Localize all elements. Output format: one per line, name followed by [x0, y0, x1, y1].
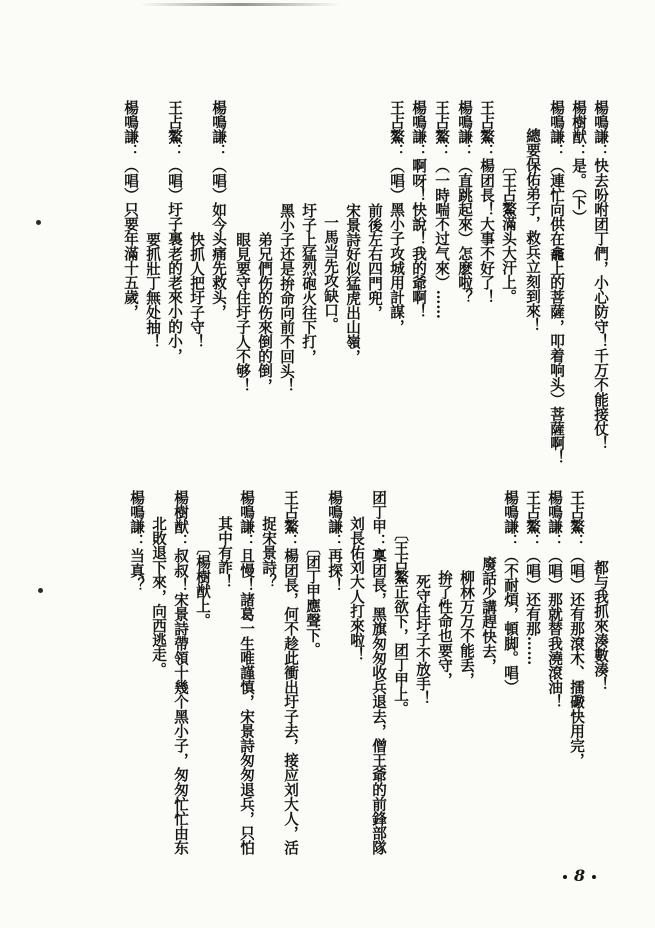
script-line: 楊樹猷：叔叔！宋景詩帶領十幾个黑小子，匆匆忙忙由东: [172, 490, 189, 855]
lyric-line: 圩子上猛烈砲火往下打，: [300, 203, 317, 364]
bullet-dot: [592, 875, 596, 879]
page-number-value: 8: [574, 866, 586, 885]
script-line: 捉宋景詩？: [260, 516, 277, 589]
script-line: 楊鳴謙：（直跳起來）怎麽啦？: [456, 100, 473, 305]
lyric-line: 要抓壯丁無处抽！: [144, 232, 161, 349]
stage-direction: 〔楊樹猷上。: [194, 540, 211, 628]
script-line: 王占鰲：（唱）圩子裏老的老來小的小，: [166, 100, 183, 363]
script-line: 北敗退下來，向西逃走。: [150, 516, 167, 677]
script-line: 王占鰲：（唱）还有那……: [524, 490, 541, 666]
binding-hole-mark: [36, 220, 41, 225]
page-number: [556, 866, 603, 885]
script-line: 其中有詐！: [216, 516, 233, 589]
lyric-line: 黑小子还是拚命向前不回头！: [278, 203, 295, 393]
bullet-dot: [563, 875, 567, 879]
script-line: 团丁甲：稟团長，黑旗匆匆收兵退去，僧王爺的前鋒部隊: [370, 490, 387, 855]
script-line: 楊鳴謙：（唱）那就替我澆滾油！: [546, 490, 563, 709]
script-line: 楊鳴謙：（不耐煩，頓脚。唱）: [502, 490, 519, 695]
lyric-line: 前後左右四門兜，: [366, 203, 383, 320]
lyric-line: 眼見要守住圩子人不够！: [234, 232, 251, 393]
script-line: 楊鳴謙：（唱）如今头痛先救头，: [210, 100, 227, 319]
stage-direction: 〔王占鰲滿头大汗上。: [500, 158, 517, 304]
lyric-line: 拚了性命也要守，: [436, 570, 453, 687]
script-line: 楊鳴謙：（唱）只要年滿十五歲，: [122, 100, 139, 319]
script-line: 王占鰲：（唱）黑小子攻城用計謀，: [388, 100, 405, 334]
script-line: 楊鳴謙：快去吩咐团丁們，小心防守！千万不能接仗！: [592, 100, 609, 451]
binding-hole-mark: [38, 588, 43, 593]
script-line: 楊鳴謙：（連忙向供在龕上的菩薩，叩着响头）菩薩啊！: [548, 100, 565, 465]
lyric-line: 廢話少講趕快去，: [480, 556, 497, 673]
scan-artifact: [140, 3, 340, 6]
script-line: 楊鳴謙：啊呀！快說！我的爺啊！: [410, 100, 427, 319]
lyric-line: 柳林万万不能丢，: [458, 570, 475, 687]
lyric-line: 弟兄們伤的伤來倒的倒，: [256, 232, 273, 393]
lyric-line: 快抓人把圩子守！: [188, 232, 205, 349]
lyric-line: 都与我抓來湊數湊！: [592, 560, 609, 692]
lyric-line: 一馬当先攻缺口。: [322, 215, 339, 332]
script-line: 王占鰲：楊团長！大事不好了！: [478, 100, 495, 305]
lyric-line: 死守住圩子不放手！: [414, 574, 431, 706]
script-line: 王占鰲：楊团長，何不趁此衝出圩子去，接应刘大人，活: [282, 490, 299, 855]
script-line: 王占鰲：（唱）还有那滾木、擂礮快用完，: [568, 490, 585, 768]
script-line: 刘長佑刘大人打來啦！: [348, 516, 365, 662]
script-line: 楊鳴謙：再探！: [326, 490, 343, 593]
script-line: 王占鰲：（一時喘不过气來）……: [433, 100, 450, 319]
stage-direction: 〔王占鰲正欲下，团丁甲上。: [392, 526, 409, 716]
script-line: 楊鳴謙：且慢！諸葛一生唯謹慎，宋景詩匆匆退兵，只怕: [238, 490, 255, 855]
stage-direction: 〔团丁甲應聲下。: [304, 540, 321, 657]
script-line: 總要保佑弟子，救兵立刻到來！: [524, 128, 541, 333]
lyric-line: 宋景詩好似猛虎出山嶺，: [344, 203, 361, 364]
script-line: 楊樹猷：是。（下）: [570, 100, 587, 225]
script-line: 楊鳴謙：当真？: [128, 490, 145, 593]
